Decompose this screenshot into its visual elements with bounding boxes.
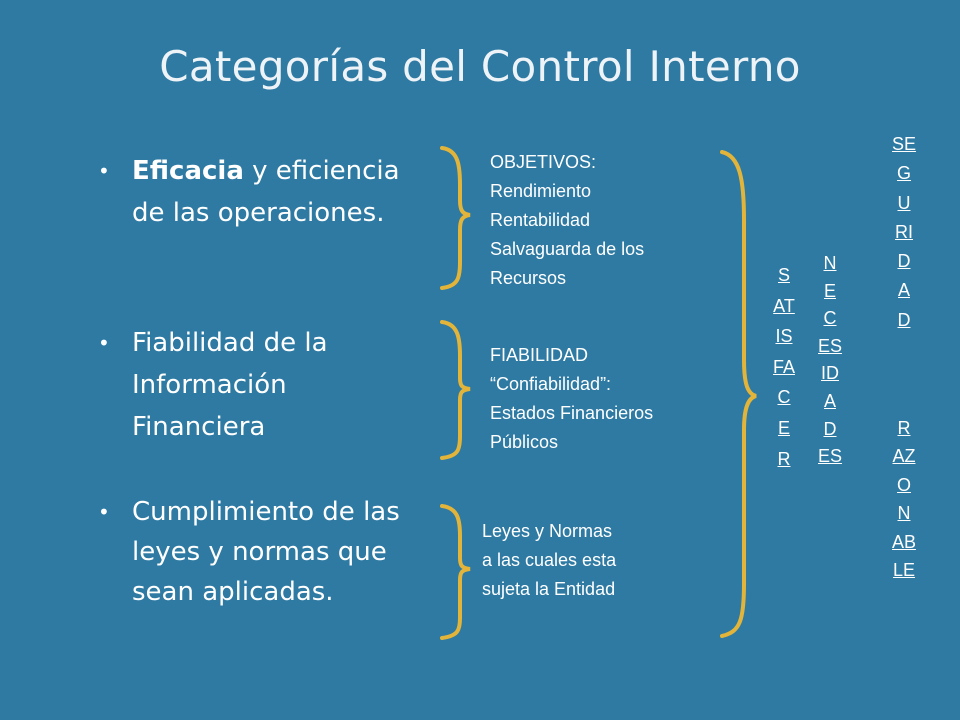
group-line: Leyes y Normas <box>482 521 613 541</box>
vertical-satisfacer <box>772 260 796 474</box>
group-line: “Confiabilidad”: <box>490 374 612 394</box>
group-line: Estados Financieros <box>490 403 654 423</box>
vertical-seguridad <box>892 130 916 335</box>
bullet-rest: Fiabilidad de la Información Financiera <box>132 328 328 442</box>
group-line: sujeta la Entidad <box>482 579 616 599</box>
bullet-rest: y eficiencia de las operaciones. <box>132 156 400 228</box>
group-heading: OBJETIVOS: <box>490 152 597 172</box>
group-line: Rentabilidad <box>490 210 591 230</box>
group-heading: FIABILIDAD <box>490 345 589 365</box>
vertical-razonable <box>892 414 916 584</box>
brace-leyes <box>442 506 470 638</box>
bullet-bold: Eficacia <box>132 156 244 186</box>
vertical-text: SEGURIDAD <box>892 134 917 330</box>
group-line: Públicos <box>490 432 559 452</box>
vertical-necesidades <box>818 250 842 471</box>
brace-fiabilidad <box>442 322 470 458</box>
group-objetivos <box>490 148 644 293</box>
bullet-rest: Cumplimiento de las leyes y normas que sean aplicadas. <box>132 497 400 607</box>
group-line: Salvaguarda de los <box>490 239 645 259</box>
bullet-dot: • <box>98 500 110 524</box>
bullet-dot: • <box>98 331 110 355</box>
group-line: a las cuales esta <box>482 550 617 570</box>
group-line: Recursos <box>490 268 567 288</box>
group-line: Rendimiento <box>490 181 592 201</box>
vertical-text: RAZONABLE <box>892 418 917 581</box>
slide-title: Categorías del Control Interno <box>159 42 801 91</box>
group-leyes <box>482 517 616 604</box>
group-fiabilidad <box>490 341 653 457</box>
brace-large <box>722 152 756 636</box>
brace-objetivos <box>442 148 470 288</box>
vertical-text: NECESIDADES <box>818 253 843 467</box>
bullet-dot: • <box>98 159 110 183</box>
vertical-text: SATISFACER <box>772 265 795 469</box>
